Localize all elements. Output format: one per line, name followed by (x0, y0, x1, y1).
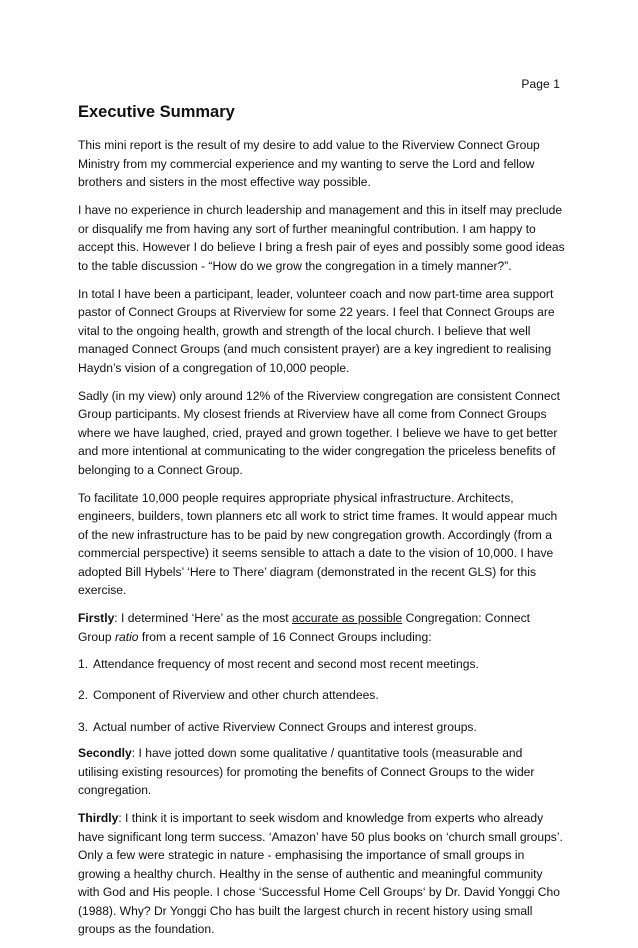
paragraph-infrastructure: To facilitate 10,000 people requires appropriate physical infrastructure. Architects, engineers, builders, town planners etc all work to strict time frames. It would appear much of the new infrastructure has to be paid by new congregation growth. Accordingly (from a commercial perspective) it seems sensible to attach a date to the vision of 10,000. I have adopted Bill Hybels’ ‘Here to There’ diagram (demonstrated in the recent GLS) for this exercise. (78, 490, 558, 597)
paragraph-secondly (78, 744, 566, 800)
list-number: 1. (78, 656, 89, 671)
list-item (78, 655, 566, 674)
thirdly-lead: Thirdly (78, 811, 119, 825)
paragraph-intro: This mini report is the result of my desire to add value to the Riverview Connect Group Ministry from my commercial experience and my wanting to serve the Lord and fellow brothers and sisters in the most effective way possible. (78, 138, 540, 189)
paragraph-history: In total I have been a participant, leader, volunteer coach and now part-time area support pastor of Connect Groups at Riverview for some 22 years. I feel that Connect Groups are vital to the ongoing health, growth and strength of the local church. I believe that well managed Connect Groups (and much consistent prayer) are a key ingredient to realising Haydn’s vision of a congregation of 10,000 people. (78, 286, 555, 375)
list-text: Attendance frequency of most recent and second most recent meetings. (93, 656, 479, 671)
firstly-text-2: Congregation: Connect Group (78, 611, 530, 644)
firstly-lead: Firstly (78, 611, 115, 625)
secondly-text: : I have jotted down some qualitative / quantitative tools (measurable and utilising existing resources) for promoting the benefits of Connect Groups to the wider congregation. (78, 746, 535, 797)
paragraph-thirdly (78, 809, 566, 939)
paragraph-participation: Sadly (in my view) only around 12% of the Riverview congregation are consistent Connect Group participants. My closest friends at Riverview have all come from Connect Groups where we have laughed, cried, prayed and grown together. I believe we have to get better and more intentional at communicating to the wider congregation the priceless benefits of belonging to a Connect Group. (78, 388, 560, 477)
firstly-text-3: from a recent sample of 16 Connect Groups including: (138, 629, 432, 644)
list-number: 3. (78, 719, 89, 734)
firstly-underlined: accurate as possible (291, 611, 403, 625)
paragraph-experience: I have no experience in church leadership and management and this in itself may preclude or disqualify me from having any sort of further meaningful contribution. I am happy to accept this. However I do believe I bring a fresh pair of eyes and possibly some good ideas to the table discussion - “How do we grow the congregation in a timely manner?”. (78, 203, 565, 273)
list-item (78, 686, 566, 705)
list-item (78, 718, 566, 737)
thirdly-text: : I think it is important to seek wisdom and knowledge from experts who already have significant long term success. ‘Amazon’ have 50 plus books on ‘church small groups’. Only a few were strategic in nature - emphasising the importance of small groups in growing a healthy church. Healthy in the sense of authentic and meaningful community with God and His people. I chose ‘Successful Home Cell Groups‘ by Dr. David Yonggi Cho (1988). Why? Dr Yonggi Cho has built the largest church in recent history using small groups as the foundation. (78, 811, 563, 936)
section-title: Executive Summary (78, 103, 235, 121)
list-number: 2. (78, 688, 89, 702)
paragraph-firstly (78, 609, 566, 646)
list-text: Actual number of active Riverview Connect Groups and interest groups. (93, 719, 477, 734)
document-body (78, 101, 566, 948)
page-number: Page 1 (521, 77, 560, 91)
secondly-lead: Secondly (78, 746, 132, 760)
firstly-text-1: : I determined ‘Here’ as the most (114, 611, 292, 625)
list-text: Component of Riverview and other church attendees. (93, 688, 379, 702)
firstly-italic: ratio (114, 629, 139, 644)
